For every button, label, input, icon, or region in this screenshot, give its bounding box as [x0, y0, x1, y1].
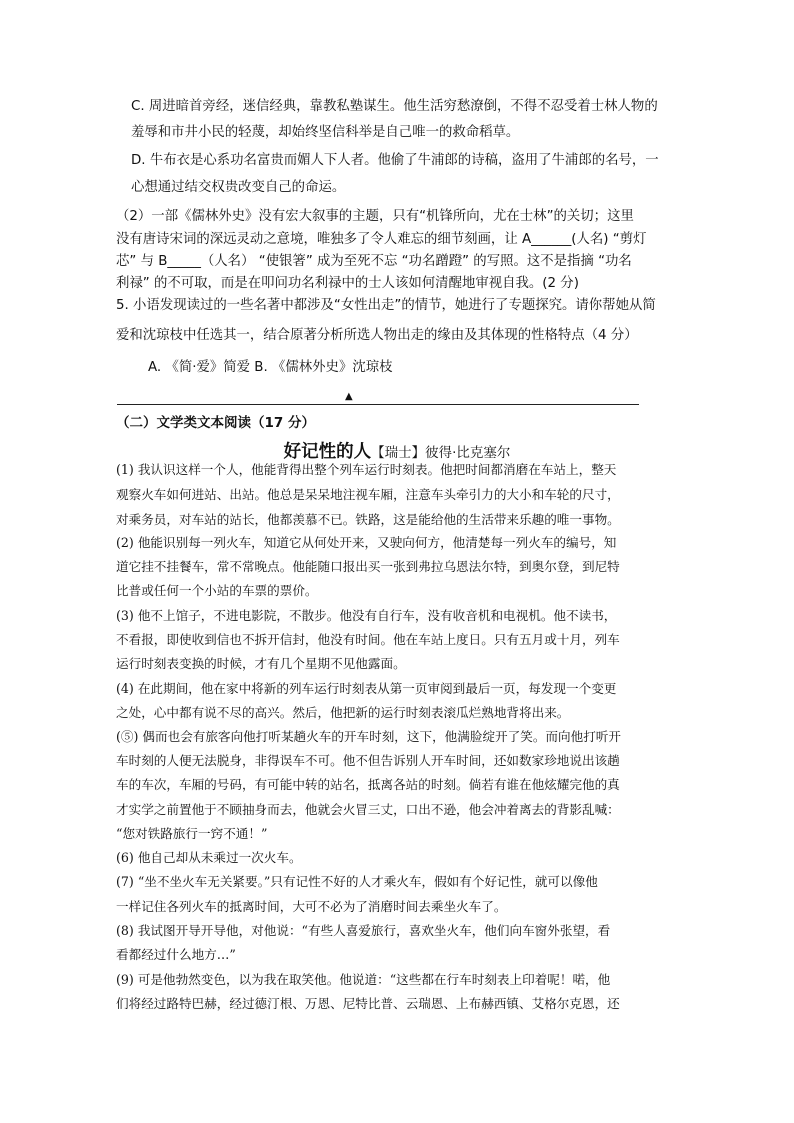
answer-marker: ▲: [345, 391, 353, 402]
q4-part2-line1: （2）一部《儒林外史》没有宏大叙事的主题，只有“机锋所向，尤在士林”的关切；这里: [116, 209, 634, 224]
story-line: “您对铁路旅行一窍不通！”: [116, 826, 268, 841]
story-line: 观察火车如何进站、出站。他总是呆呆地注视车厢，注意车头牵引力的大小和车轮的尺寸，: [116, 487, 620, 502]
story-line: 对乘务员，对车站的站长，他都羡慕不已。铁路，这是能给他的生活带来乐趣的唯一事物。: [116, 512, 620, 527]
story-line: (6) 他自己却从未乘过一次火车。: [116, 850, 302, 865]
q4-option-d-line1: D. 牛布衣是心系功名富贵而媚人下人者。他偷了牛浦郎的诗稿，盗用了牛浦郎的名号，一: [131, 153, 659, 168]
q4-part2-line2: 没有唐诗宋词的深远灵动之意境，唯独多了令人难忘的细节刻画，让 A______(人名) “剪灯: [116, 232, 647, 247]
story-line: (1) 我认识这样一个人，他能背得出整个列车运行时刻表。他把时间都消磨在车站上，整天: [116, 462, 617, 477]
story-title-block: [0, 438, 794, 463]
story-line: 运行时刻表变换的时候，才有几个星期不见他露面。: [116, 656, 406, 671]
story-line: 比普或任何一个小站的车票的票价。: [116, 583, 318, 598]
story-title: 好记性的人: [283, 442, 372, 462]
story-line: 车时刻的人便无法脱身，非得误车不可。他不但告诉别人开车时间，还如数家珍地说出该趟: [116, 753, 620, 768]
q5-line2: 爱和沈琼枝中任选其一，结合原著分析所选人物出走的缘由及其体现的性格特点（4 分）: [116, 328, 638, 343]
story-line: (7) “坐不坐火车无关紧要。”只有记性不好的人才乘火车，假如有个好记性，就可以像他: [116, 874, 598, 889]
answer-rule: [117, 404, 639, 405]
story-line: 道它挂不挂餐车，常不常晚点。他能随口报出买一张到弗拉乌恩法尔特，到奥尔登，到尼特: [116, 559, 620, 574]
q5-line1: 5. 小语发现读过的一些名著中都涉及“女性出走”的情节，她进行了专题探究。请你帮她从简: [116, 298, 656, 313]
story-line: 不看报，即使收到信也不拆开信封，他没有时间。他在车站上度日。只有五月或十月，列车: [116, 632, 620, 647]
story-line: (⑤) 偶而也会有旅客向他打听某趟火车的开车时刻，这下，他满脸绽开了笑。而向他打听开: [116, 729, 621, 744]
story-line: (9) 可是他勃然变色，以为我在取笑他。他说道：“这些都在行车时刻表上印着呢！喏，他: [116, 972, 611, 987]
story-line: (3) 他不上馆子，不进电影院，不散步。他没有自行车，没有收音机和电视机。他不读书，: [116, 608, 617, 623]
story-line: (8) 我试图开导开导他，对他说：“有些人喜爱旅行，喜欢坐火车，他们向车窗外张望，看: [116, 923, 611, 938]
section-heading: （二）文学类文本阅读（17 分）: [116, 415, 315, 431]
story-author: 【瑞士】彼得·比克塞尔: [371, 445, 511, 461]
q4-option-c-line1: C. 周进暗首旁经，迷信经典，靠教私塾谋生。他生活穷愁潦倒，不得不忍受着士林人物的: [131, 99, 658, 114]
story-line: (2) 他能识别每一列火车，知道它从何处开来，又驶向何方，他清楚每一列火车的编号，知: [116, 535, 617, 550]
story-line: 看都经过什么地方…”: [116, 947, 236, 962]
q5-options: A. 《简·爱》简爱 B. 《儒林外史》沈琼枝: [148, 360, 393, 375]
q4-option-c-line2: 羞辱和市井小民的轻蔑，却始终坚信科举是自己唯一的救命稻草。: [131, 125, 520, 140]
story-line: 们将经过路特巴赫，经过德汀根、万恩、尼特比普、云瑞恩、上布赫西镇、艾格尔克恩，还: [116, 996, 620, 1011]
story-line: 之处，心中都有说不尽的高兴。然后，他把新的运行时刻表滚瓜烂熟地背将出来。: [116, 705, 570, 720]
story-line: (4) 在此期间，他在家中将新的列车运行时刻表从第一页审阅到最后一页，每发现一个变更: [116, 681, 617, 696]
story-line: 才实学之前置他于不顾抽身而去，他就会火冒三丈，口出不逊，他会冲着离去的背影乱喊：: [116, 802, 620, 817]
q4-part2-line3: 芯” 与 B_____（人名） “使银箸” 成为至死不忘 “功名蹭蹬” 的写照。这不是指摘 “功名: [116, 254, 632, 269]
story-line: 一样记住各列火车的抵离时间，大可不必为了消磨时间去乘坐火车了。: [116, 899, 507, 914]
q4-part2-line4: 利禄” 的不可取，而是在叩问功名利禄中的士人该如何清醒地审视自我。(2 分): [116, 276, 579, 291]
story-line: 车的车次，车厢的号码，有可能中转的站名，抵离各站的时刻。倘若有谁在他炫耀完他的真: [116, 777, 620, 792]
q4-option-d-line2: 心想通过结交权贵改变自己的命运。: [131, 180, 346, 195]
